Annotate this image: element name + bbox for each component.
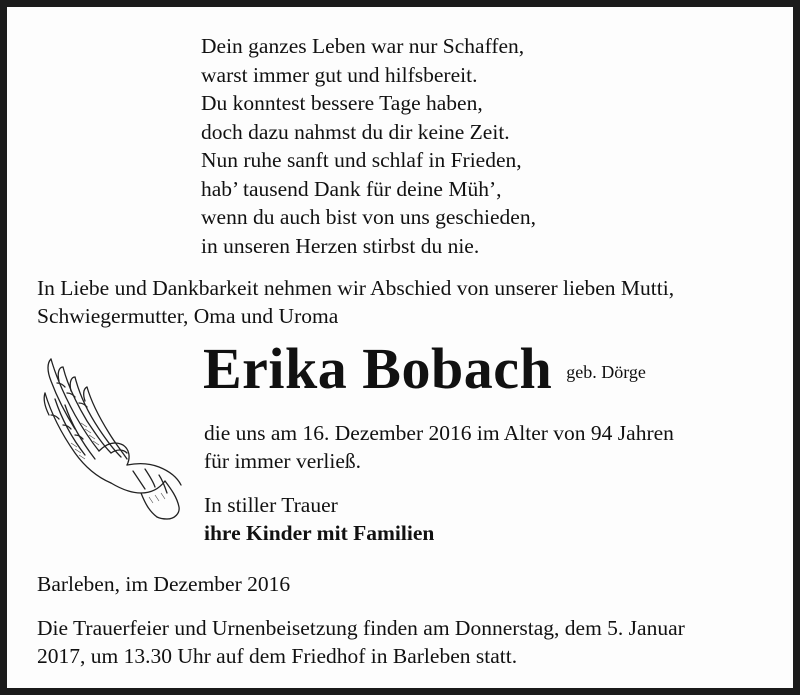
funeral-info: [37, 614, 685, 670]
poem-line: Dein ganzes Leben war nur Schaffen,: [201, 34, 525, 58]
funeral-info-line: Die Trauerfeier und Urnenbeisetzung finden am Donnerstag, dem 5. Januar: [37, 616, 685, 640]
death-notice-line: die uns am 16. Dezember 2016 im Alter von 94 Jahren: [204, 421, 674, 445]
mourners: [204, 491, 434, 547]
intro-text: [37, 274, 782, 330]
deceased-name-row: [203, 337, 646, 401]
poem-line: hab’ tausend Dank für deine Müh’,: [201, 176, 502, 201]
intro-line: Schwiegermutter, Oma und Uroma: [37, 304, 339, 328]
mourners-intro: In stiller Trauer: [204, 493, 338, 517]
mourners-names: ihre Kinder mit Familien: [204, 521, 435, 545]
intro-line: In Liebe und Dankbarkeit nehmen wir Abschied von unserer lieben Mutti,: [37, 276, 675, 300]
praying-hands-icon: [41, 353, 189, 523]
poem-line: in unseren Herzen stirbst du nie.: [201, 233, 480, 258]
death-notice: [204, 419, 674, 475]
poem: [201, 32, 536, 260]
poem-line: warst immer gut und hilfsbereit.: [201, 62, 478, 87]
poem-line: doch dazu nahmst du dir keine Zeit.: [201, 119, 510, 144]
poem-line: Du konntest bessere Tage haben,: [201, 91, 483, 115]
death-notice-line: für immer verließ.: [204, 449, 362, 473]
maiden-name: geb. Dörge: [566, 362, 646, 382]
poem-line: wenn du auch bist von uns geschieden,: [201, 205, 536, 229]
funeral-info-line: 2017, um 13.30 Uhr auf dem Friedhof in Barleben statt.: [37, 644, 518, 668]
poem-line: Nun ruhe sanft und schlaf in Frieden,: [201, 148, 522, 172]
deceased-name: Erika Bobach: [203, 336, 553, 401]
place-date: Barleben, im Dezember 2016: [37, 572, 291, 596]
